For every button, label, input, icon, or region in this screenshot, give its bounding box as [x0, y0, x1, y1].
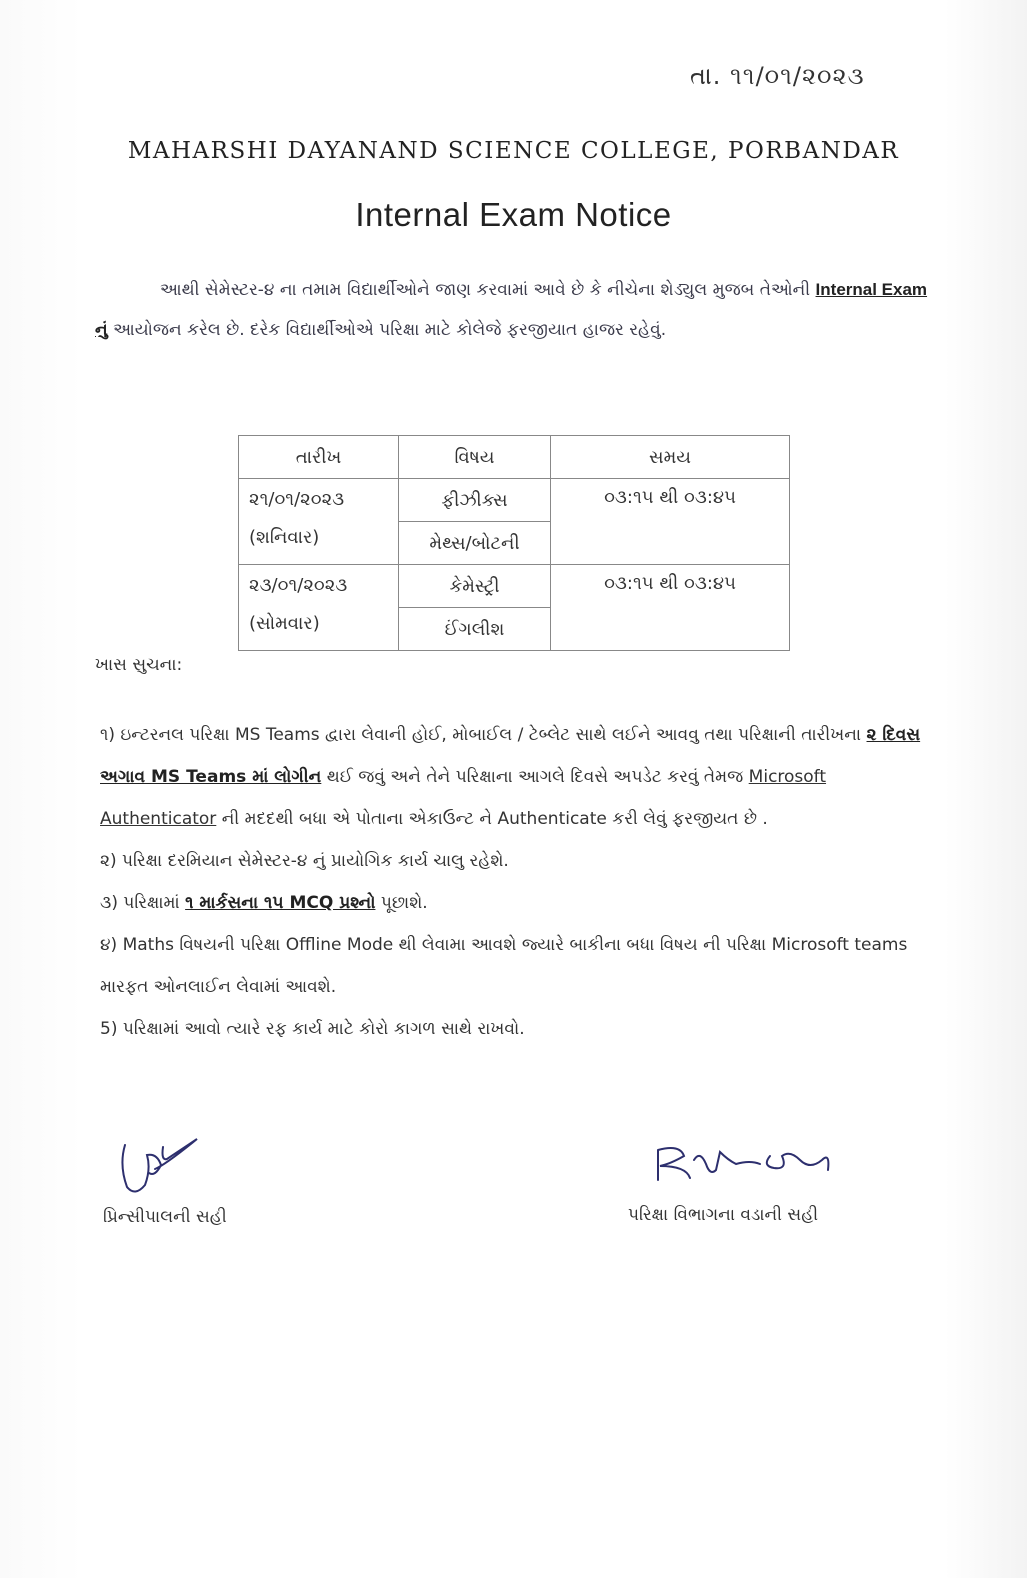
instruction-3 — [100, 882, 940, 924]
row-day: (સોમવાર) — [249, 613, 320, 634]
head-signature-label: પરિક્ષા વિભાગના વડાની સહી — [628, 1205, 819, 1225]
special-instructions-heading: ખાસ સુચના: — [95, 655, 183, 675]
header-time: સમય — [551, 436, 790, 479]
notice-date: તા. ૧૧/૦૧/૨૦૨૩ — [690, 62, 865, 90]
instruction-4: ૪) Maths વિષયની પરિક્ષા Offline Mode થી લેવામા આવશે જ્યારે બાકીના બધા વિષય ની પરિક્ષા Microsoft teams મારફત ઓનલાઈન લેવામાં આવશે. — [100, 935, 908, 997]
row-day: (શનિવાર) — [249, 527, 320, 548]
header-date: તારીખ — [239, 436, 399, 479]
row-date: ૨૧/૦૧/૨૦૨૩ — [249, 489, 345, 510]
intro-text-2: આયોજન કરેલ છે. દરેક વિદ્યાર્થીઓએ પરિક્ષા માટે કોલેજે ફરજીયાત હાજર રહેવું. — [107, 320, 667, 340]
row-subject: કેમેસ્ટ્રી — [399, 565, 551, 608]
principal-signature-mark — [105, 1125, 215, 1205]
row-date-cell — [239, 565, 399, 651]
head-signature-mark — [650, 1130, 850, 1210]
instruction-1-text-a: ૧) ઇન્ટરનલ પરિક્ષા MS Teams દ્વારા લેવાની હોઈ, મોબાઈલ / ટેબ્લેટ સાથે લઈને આવવુ તથા પરિક્ષાની તારીખના — [100, 725, 867, 745]
row-time: ૦૩:૧૫ થી ૦૩:૪૫ — [551, 565, 790, 651]
instruction-5: 5) પરિક્ષામાં આવો ત્યારે રફ કાર્ય માટે કોરો કાગળ સાથે રાખવો. — [100, 1019, 525, 1039]
intro-text-1: આથી સેમેસ્ટર-૪ ના તમામ વિદ્યાર્થીઓને જાણ કરવામાં આવે છે કે નીચેના શેડ્યુલ મુજબ તેઓની — [160, 280, 816, 300]
instruction-1-underline-2: Microsoft Authenticator — [100, 767, 827, 829]
college-name: MAHARSHI DAYANAND SCIENCE COLLEGE, PORBANDAR — [127, 138, 900, 164]
row-date: ૨૩/૦૧/૨૦૨૩ — [249, 575, 348, 596]
instruction-1-text-b: થઈ જવું અને તેને પરિક્ષાના આગલે દિવસે અપડેટ કરવું તેમજ — [321, 767, 749, 787]
instruction-3-text-b: પૂછાશે. — [375, 893, 428, 913]
row-subject: ફીઝીક્સ — [399, 479, 551, 522]
instruction-1-text-c: ની મદદથી બધા એ પોતાના એકાઉન્ટ ને Authenticate કરી લેવું ફરજીયત છે . — [216, 809, 768, 829]
header-subject: વિષય — [399, 436, 551, 479]
table-row — [239, 479, 790, 522]
instruction-1 — [100, 714, 940, 840]
intro-paragraph — [95, 270, 933, 350]
principal-signature-label: પ્રિન્સીપાલની સહી — [103, 1207, 227, 1227]
instruction-3-underline: ૧ માર્કસના ૧૫ MCQ પ્રશ્નો — [185, 893, 376, 913]
table-header-row — [239, 436, 790, 479]
intro-highlight: Internal Exam નું — [95, 280, 928, 339]
row-subject: ઈંગલીશ — [399, 608, 551, 651]
row-subject: મેથ્સ/બોટની — [399, 522, 551, 565]
notice-title: Internal Exam Notice — [355, 196, 672, 233]
instruction-1-underline-1: ૨ દિવસ અગાવ MS Teams માં લોગીન — [100, 725, 921, 787]
instruction-3-text-a: ૩) પરિક્ષામાં — [100, 893, 186, 913]
row-time: ૦૩:૧૫ થી ૦૩:૪૫ — [551, 479, 790, 565]
instructions-list — [100, 714, 940, 1050]
table-row — [239, 565, 790, 608]
instruction-2: ૨) પરિક્ષા દરમિયાન સેમેસ્ટર-૪ નું પ્રાયોગિક કાર્ય ચાલુ રહેશે. — [100, 851, 509, 871]
exam-schedule-table — [238, 435, 790, 651]
row-date-cell — [239, 479, 399, 565]
